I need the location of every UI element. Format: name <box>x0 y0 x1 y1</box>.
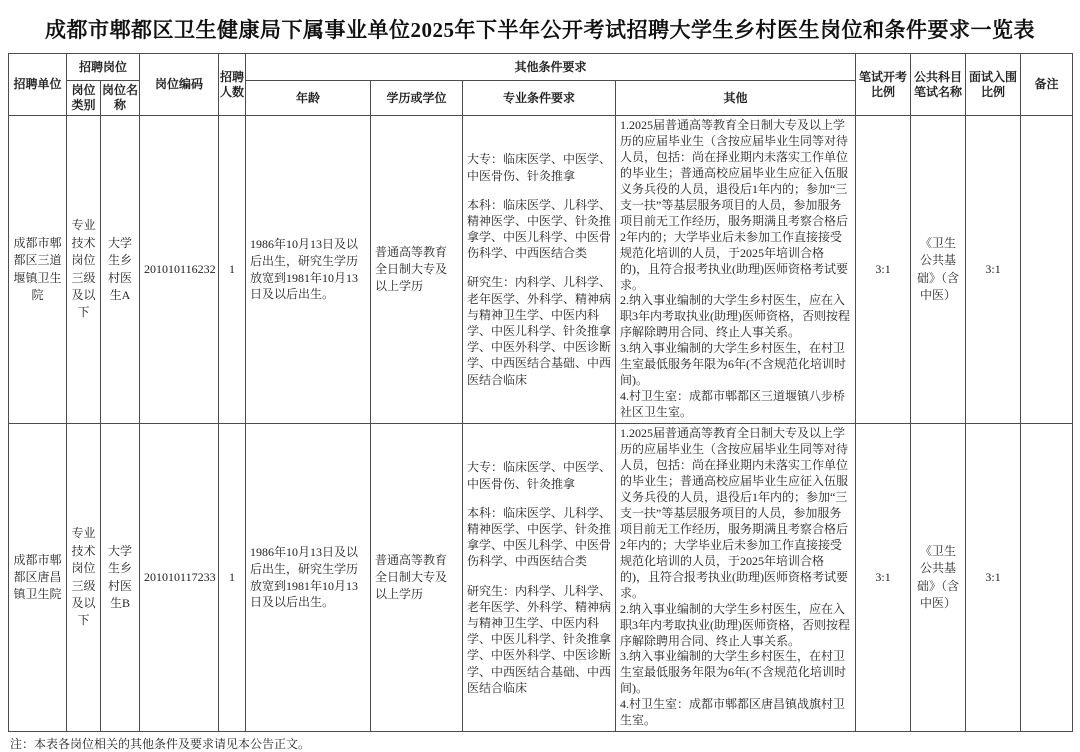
post-code-cell: 201010116232 <box>140 116 219 424</box>
col-header-remarks: 备注 <box>1021 54 1073 116</box>
majors-bachelor: 本科：临床医学、儿科学、精神医学、中医学、针灸推拿学、中医儿科学、中医骨伤科学、中西医结合类 <box>467 197 612 261</box>
remarks-cell <box>1021 424 1073 732</box>
col-header-headcount: 招聘人数 <box>219 54 246 116</box>
majors-junior-college: 大专：临床医学、中医学、中医骨伤、针灸推拿 <box>467 460 612 491</box>
majors-bachelor: 本科：临床医学、儿科学、精神医学、中医学、针灸推拿学、中医儿科学、中医骨伤科学、中西医结合类 <box>467 505 612 569</box>
other-item-3: 3.纳入事业编制的大学生乡村医生，在村卫生室最低服务年限为6年(不含规范化培训时间)。 <box>620 341 847 388</box>
other-requirements-cell <box>616 116 856 424</box>
majors-postgraduate: 研究生：内科学、儿科学、老年医学、外科学、精神病与精神卫生学、中医内科学、中医儿科学、针灸推拿学、中医外科学、中医诊断学、中西医结合基础、中西医结合临床 <box>467 275 612 387</box>
other-item-2: 2.纳入事业编制的大学生乡村医生，应在入职3年内考取执业(助理)医师资格，否则按程序解除聘用合同、终止人事关系。 <box>620 601 851 648</box>
other-item-1: 1.2025届普通高等教育全日制大专及以上学历的应届毕业生（含按应届毕业生同等对待人员，包括：尚在择业期内未落实工作单位的毕业生；普通高校应届毕业生应征入伍服义务兵役的人员，退役后1年内的；参加“三支一扶”等基层服务项目的人员，参加服务项目前无工作经历，服务期满且考察合格后2年内的；大学毕业后未参加工作直接接受规范化培训的人员，于2025年培训合格的)，且符合报考执业(助理)医师资格考试要求。 <box>620 426 849 600</box>
education-cell: 普通高等教育全日制大专及以上学历 <box>371 116 463 424</box>
col-header-other: 其他 <box>616 81 856 116</box>
col-header-public-subject-exam: 公共科目笔试名称 <box>911 54 966 116</box>
col-header-interview-ratio: 面试入围比例 <box>966 54 1021 116</box>
col-header-education: 学历或学位 <box>371 81 463 116</box>
post-category-cell: 专业技术岗位三级及以下 <box>67 116 101 424</box>
recruitment-table <box>8 53 1073 732</box>
public-subject-exam-cell: 《卫生公共基础》（含中医） <box>911 116 966 424</box>
major-requirements-cell <box>463 116 616 424</box>
col-header-other-requirements-group: 其他条件要求 <box>246 54 856 81</box>
education-cell: 普通高等教育全日制大专及以上学历 <box>371 424 463 732</box>
age-cell: 1986年10月13日及以后出生，研究生学历放宽到1981年10月13日及以后出生。 <box>246 424 371 732</box>
table-row <box>9 116 1073 424</box>
public-subject-exam-cell: 《卫生公共基础》（含中医） <box>911 424 966 732</box>
other-item-1: 1.2025届普通高等教育全日制大专及以上学历的应届毕业生（含按应届毕业生同等对待人员，包括：尚在择业期内未落实工作单位的毕业生；普通高校应届毕业生应征入伍服义务兵役的人员，退役后1年内的；参加“三支一扶”等基层服务项目的人员，参加服务项目前无工作经历，服务期满且考察合格后2年内的；大学毕业后未参加工作直接接受规范化培训的人员，于2025年培训合格的)，且符合报考执业(助理)医师资格考试要求。 <box>620 118 849 292</box>
remarks-cell <box>1021 116 1073 424</box>
other-requirements-cell <box>616 424 856 732</box>
majors-junior-college: 大专：临床医学、中医学、中医骨伤、针灸推拿 <box>467 152 612 183</box>
col-header-major-requirements: 专业条件要求 <box>463 81 616 116</box>
post-code-cell: 201010117233 <box>140 424 219 732</box>
col-header-recruit-unit: 招聘单位 <box>9 54 67 116</box>
age-cell: 1986年10月13日及以后出生，研究生学历放宽到1981年10月13日及以后出生。 <box>246 116 371 424</box>
col-header-recruit-post-group: 招聘岗位 <box>67 54 140 81</box>
other-item-2: 2.纳入事业编制的大学生乡村医生，应在入职3年内考取执业(助理)医师资格，否则按程序解除聘用合同、终止人事关系。 <box>620 293 851 340</box>
major-requirements-cell <box>463 424 616 732</box>
col-header-post-name: 岗位名称 <box>101 81 140 116</box>
unit-cell: 成都市郫都区三道堰镇卫生院 <box>9 116 67 424</box>
other-item-4: 4.村卫生室：成都市郫都区三道堰镇八步桥社区卫生室。 <box>620 389 846 420</box>
col-header-post-category: 岗位类别 <box>67 81 101 116</box>
unit-cell: 成都市郫都区唐昌镇卫生院 <box>9 424 67 732</box>
post-name-cell: 大学生乡村医生B <box>101 424 140 732</box>
col-header-post-code: 岗位编码 <box>140 54 219 116</box>
table-row <box>9 424 1073 732</box>
headcount-cell: 1 <box>219 116 246 424</box>
post-category-cell: 专业技术岗位三级及以下 <box>67 424 101 732</box>
written-exam-ratio-cell: 3:1 <box>856 116 911 424</box>
footer-note: 注：本表各岗位相关的其他条件及要求请见本公告正文。 <box>10 737 311 752</box>
written-exam-ratio-cell: 3:1 <box>856 424 911 732</box>
post-name-cell: 大学生乡村医生A <box>101 116 140 424</box>
col-header-age: 年龄 <box>246 81 371 116</box>
col-header-written-exam-ratio: 笔试开考比例 <box>856 54 911 116</box>
page-title: 成都市郫都区卫生健康局下属事业单位2025年下半年公开考试招聘大学生乡村医生岗位和条件要求一览表 <box>45 18 1035 42</box>
other-item-4: 4.村卫生室：成都市郫都区唐昌镇战旗村卫生室。 <box>620 697 846 728</box>
interview-ratio-cell: 3:1 <box>966 424 1021 732</box>
interview-ratio-cell: 3:1 <box>966 116 1021 424</box>
majors-postgraduate: 研究生：内科学、儿科学、老年医学、外科学、精神病与精神卫生学、中医内科学、中医儿科学、针灸推拿学、中医外科学、中医诊断学、中西医结合基础、中西医结合临床 <box>467 583 612 695</box>
other-item-3: 3.纳入事业编制的大学生乡村医生，在村卫生室最低服务年限为6年(不含规范化培训时间)。 <box>620 649 847 696</box>
headcount-cell: 1 <box>219 424 246 732</box>
